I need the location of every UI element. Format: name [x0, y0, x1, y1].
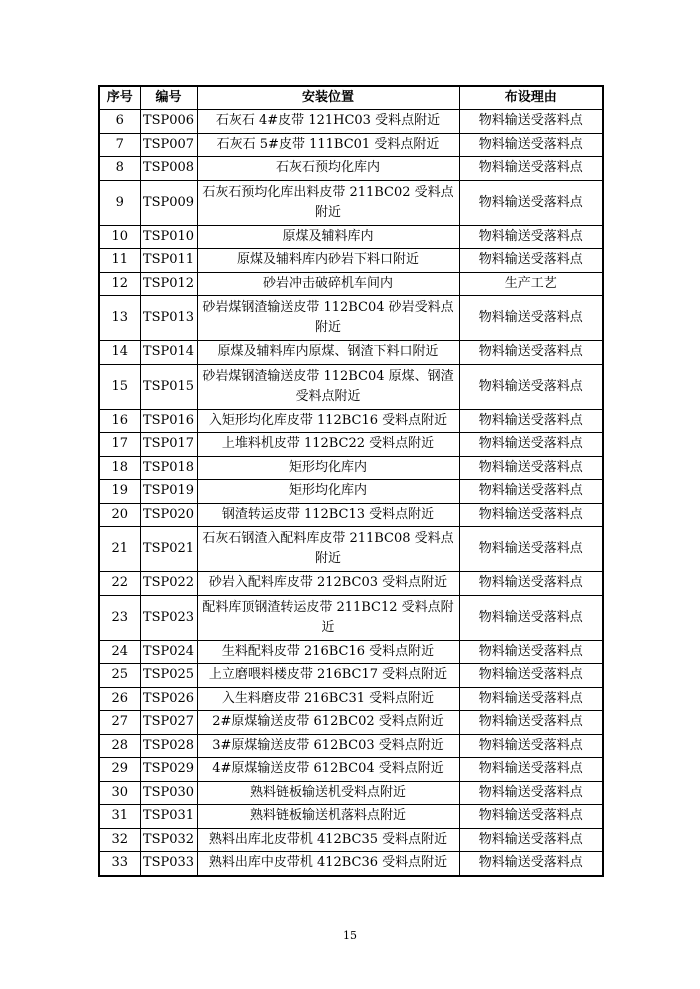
cell-location: 熟料链板输送机受料点附近 [197, 781, 459, 805]
table-row [99, 595, 603, 640]
cell-code: TSP033 [140, 852, 197, 876]
table-row [99, 225, 603, 249]
cell-reason: 物料输送受落料点 [459, 480, 603, 504]
cell-serial: 11 [99, 249, 140, 273]
cell-reason: 物料输送受落料点 [459, 687, 603, 711]
table-row [99, 781, 603, 805]
table-row [99, 456, 603, 480]
cell-code: TSP018 [140, 456, 197, 480]
cell-serial: 18 [99, 456, 140, 480]
cell-code: TSP019 [140, 480, 197, 504]
cell-code: TSP022 [140, 572, 197, 596]
table-row [99, 433, 603, 457]
cell-location: 石灰石预均化库出料皮带 211BC02 受料点附近 [197, 180, 459, 225]
header-code: 编号 [140, 86, 197, 110]
table-row [99, 687, 603, 711]
cell-serial: 8 [99, 157, 140, 181]
cell-code: TSP023 [140, 595, 197, 640]
table-row [99, 711, 603, 735]
table-row [99, 758, 603, 782]
cell-serial: 28 [99, 734, 140, 758]
cell-serial: 24 [99, 640, 140, 664]
cell-reason: 物料输送受落料点 [459, 572, 603, 596]
cell-serial: 12 [99, 272, 140, 296]
cell-code: TSP011 [140, 249, 197, 273]
table-row [99, 296, 603, 341]
cell-serial: 13 [99, 296, 140, 341]
page-number: 15 [343, 929, 357, 942]
cell-reason: 物料输送受落料点 [459, 296, 603, 341]
cell-serial: 32 [99, 828, 140, 852]
cell-code: TSP024 [140, 640, 197, 664]
cell-code: TSP017 [140, 433, 197, 457]
cell-location: 矩形均化库内 [197, 456, 459, 480]
cell-location: 砂岩入配料库皮带 212BC03 受料点附近 [197, 572, 459, 596]
cell-reason: 物料输送受落料点 [459, 527, 603, 572]
cell-location: 生料配料皮带 216BC16 受料点附近 [197, 640, 459, 664]
table-row [99, 852, 603, 876]
cell-code: TSP008 [140, 157, 197, 181]
cell-code: TSP021 [140, 527, 197, 572]
cell-reason: 物料输送受落料点 [459, 249, 603, 273]
table-header-row [99, 86, 603, 110]
cell-serial: 27 [99, 711, 140, 735]
table-row [99, 133, 603, 157]
cell-reason: 物料输送受落料点 [459, 805, 603, 829]
cell-serial: 19 [99, 480, 140, 504]
cell-serial: 10 [99, 225, 140, 249]
cell-reason: 物料输送受落料点 [459, 503, 603, 527]
cell-serial: 20 [99, 503, 140, 527]
cell-reason: 物料输送受落料点 [459, 110, 603, 134]
cell-serial: 22 [99, 572, 140, 596]
cell-serial: 25 [99, 664, 140, 688]
cell-serial: 17 [99, 433, 140, 457]
cell-code: TSP006 [140, 110, 197, 134]
cell-serial: 16 [99, 409, 140, 433]
cell-code: TSP025 [140, 664, 197, 688]
cell-code: TSP026 [140, 687, 197, 711]
cell-reason: 物料输送受落料点 [459, 133, 603, 157]
cell-location: 石灰石钢渣入配料库皮带 211BC08 受料点附近 [197, 527, 459, 572]
header-install-location: 安装位置 [197, 86, 459, 110]
table-row [99, 805, 603, 829]
table-row [99, 409, 603, 433]
table-row [99, 527, 603, 572]
cell-serial: 21 [99, 527, 140, 572]
cell-serial: 26 [99, 687, 140, 711]
cell-location: 矩形均化库内 [197, 480, 459, 504]
cell-location: 原煤及辅料库内原煤、钢渣下料口附近 [197, 341, 459, 365]
cell-serial: 6 [99, 110, 140, 134]
header-serial-number: 序号 [99, 86, 140, 110]
cell-location: 4#原煤输送皮带 612BC04 受料点附近 [197, 758, 459, 782]
table-row [99, 640, 603, 664]
cell-reason: 物料输送受落料点 [459, 664, 603, 688]
cell-location: 上立磨喂料楼皮带 216BC17 受料点附近 [197, 664, 459, 688]
cell-location: 入矩形均化库皮带 112BC16 受料点附近 [197, 409, 459, 433]
cell-location: 钢渣转运皮带 112BC13 受料点附近 [197, 503, 459, 527]
cell-location: 熟料出库中皮带机 412BC36 受料点附近 [197, 852, 459, 876]
cell-location: 熟料出库北皮带机 412BC35 受料点附近 [197, 828, 459, 852]
cell-code: TSP013 [140, 296, 197, 341]
cell-location: 石灰石预均化库内 [197, 157, 459, 181]
cell-serial: 33 [99, 852, 140, 876]
cell-reason: 物料输送受落料点 [459, 852, 603, 876]
cell-reason: 物料输送受落料点 [459, 758, 603, 782]
cell-code: TSP032 [140, 828, 197, 852]
cell-location: 配料库顶钢渣转运皮带 211BC12 受料点附近 [197, 595, 459, 640]
cell-code: TSP029 [140, 758, 197, 782]
cell-serial: 7 [99, 133, 140, 157]
cell-reason: 物料输送受落料点 [459, 409, 603, 433]
cell-reason: 生产工艺 [459, 272, 603, 296]
cell-location: 上堆料机皮带 112BC22 受料点附近 [197, 433, 459, 457]
cell-code: TSP010 [140, 225, 197, 249]
cell-code: TSP030 [140, 781, 197, 805]
cell-code: TSP027 [140, 711, 197, 735]
cell-reason: 物料输送受落料点 [459, 157, 603, 181]
cell-serial: 9 [99, 180, 140, 225]
cell-reason: 物料输送受落料点 [459, 595, 603, 640]
cell-serial: 23 [99, 595, 140, 640]
cell-code: TSP015 [140, 364, 197, 409]
table-row [99, 341, 603, 365]
cell-location: 熟料链板输送机落料点附近 [197, 805, 459, 829]
cell-code: TSP020 [140, 503, 197, 527]
table-row [99, 828, 603, 852]
cell-reason: 物料输送受落料点 [459, 433, 603, 457]
cell-location: 砂岩煤钢渣输送皮带 112BC04 砂岩受料点附近 [197, 296, 459, 341]
cell-reason: 物料输送受落料点 [459, 711, 603, 735]
cell-reason: 物料输送受落料点 [459, 828, 603, 852]
table-row [99, 180, 603, 225]
cell-reason: 物料输送受落料点 [459, 225, 603, 249]
cell-location: 砂岩煤钢渣输送皮带 112BC04 原煤、钢渣受料点附近 [197, 364, 459, 409]
cell-code: TSP009 [140, 180, 197, 225]
cell-location: 石灰石 5#皮带 111BC01 受料点附近 [197, 133, 459, 157]
table-row [99, 503, 603, 527]
cell-reason: 物料输送受落料点 [459, 180, 603, 225]
cell-location: 入生料磨皮带 216BC31 受料点附近 [197, 687, 459, 711]
cell-location: 原煤及辅料库内砂岩下料口附近 [197, 249, 459, 273]
cell-serial: 14 [99, 341, 140, 365]
cell-location: 2#原煤输送皮带 612BC02 受料点附近 [197, 711, 459, 735]
table-row [99, 110, 603, 134]
cell-serial: 15 [99, 364, 140, 409]
cell-location: 砂岩冲击破碎机车间内 [197, 272, 459, 296]
cell-reason: 物料输送受落料点 [459, 456, 603, 480]
cell-reason: 物料输送受落料点 [459, 341, 603, 365]
table-row [99, 249, 603, 273]
table-row [99, 364, 603, 409]
table-row [99, 272, 603, 296]
cell-code: TSP007 [140, 133, 197, 157]
cell-code: TSP028 [140, 734, 197, 758]
table-row [99, 734, 603, 758]
header-layout-reason: 布设理由 [459, 86, 603, 110]
table-row [99, 572, 603, 596]
cell-code: TSP012 [140, 272, 197, 296]
cell-serial: 31 [99, 805, 140, 829]
cell-code: TSP016 [140, 409, 197, 433]
table-row [99, 157, 603, 181]
cell-reason: 物料输送受落料点 [459, 734, 603, 758]
cell-reason: 物料输送受落料点 [459, 364, 603, 409]
cell-code: TSP014 [140, 341, 197, 365]
table-row [99, 480, 603, 504]
cell-serial: 30 [99, 781, 140, 805]
cell-location: 原煤及辅料库内 [197, 225, 459, 249]
cell-serial: 29 [99, 758, 140, 782]
cell-location: 石灰石 4#皮带 121HC03 受料点附近 [197, 110, 459, 134]
monitoring-points-table [98, 85, 604, 877]
cell-reason: 物料输送受落料点 [459, 781, 603, 805]
cell-reason: 物料输送受落料点 [459, 640, 603, 664]
cell-code: TSP031 [140, 805, 197, 829]
table-row [99, 664, 603, 688]
cell-location: 3#原煤输送皮带 612BC03 受料点附近 [197, 734, 459, 758]
